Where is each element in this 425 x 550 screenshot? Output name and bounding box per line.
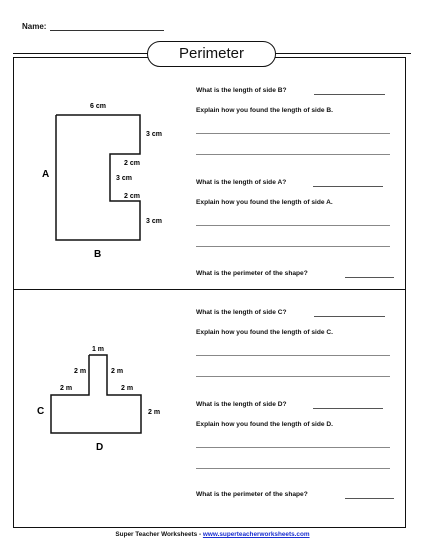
p1-write-line-4[interactable]: [196, 246, 390, 247]
p2-answer-perimeter[interactable]: [345, 498, 394, 499]
p1-write-line-1[interactable]: [196, 133, 390, 134]
label-side-c: C: [37, 406, 45, 417]
p1-answer-side-b[interactable]: [314, 94, 385, 95]
t-shape-figure: [30, 335, 180, 460]
footer: [0, 531, 425, 538]
footer-brand: Super Teacher Worksheets: [115, 531, 198, 538]
label-right-side: 2 m: [148, 409, 161, 416]
label-shoulder-left: 2 m: [60, 385, 73, 392]
label-right-lower: 3 cm: [146, 218, 162, 225]
p2-explain-side-c: Explain how you found the length of side C.: [196, 329, 334, 336]
p1-q-side-b: What is the length of side B?: [196, 87, 287, 94]
p2-q-perimeter: What is the perimeter of the shape?: [196, 491, 308, 498]
label-right-upper: 3 cm: [146, 131, 162, 138]
label-stem-left: 2 m: [74, 368, 87, 375]
p1-explain-side-b: Explain how you found the length of side B.: [196, 107, 334, 114]
label-stem-top: 1 m: [91, 346, 105, 353]
footer-link[interactable]: www.superteacherworksheets.com: [202, 531, 310, 538]
p2-answer-side-c[interactable]: [314, 316, 385, 317]
p1-explain-side-a: Explain how you found the length of side A.: [196, 199, 333, 206]
label-top-6cm: 6 cm: [90, 103, 106, 110]
label-side-a: A: [42, 169, 50, 180]
name-label: Name:: [22, 22, 47, 31]
p2-write-line-3[interactable]: [196, 447, 390, 448]
footer-separator: -: [197, 531, 203, 538]
p1-q-perimeter: What is the perimeter of the shape?: [196, 270, 308, 277]
p2-write-line-4[interactable]: [196, 468, 390, 469]
label-notch-bottom: 2 cm: [124, 193, 140, 200]
label-shoulder-right: 2 m: [121, 385, 134, 392]
p1-answer-side-a[interactable]: [313, 186, 383, 187]
p2-write-line-1[interactable]: [196, 355, 390, 356]
label-notch-top: 2 cm: [124, 160, 140, 167]
p1-answer-perimeter[interactable]: [345, 277, 394, 278]
p1-write-line-2[interactable]: [196, 154, 390, 155]
p1-write-line-3[interactable]: [196, 225, 390, 226]
p2-q-side-d: What is the length of side D?: [196, 401, 287, 408]
p2-write-line-2[interactable]: [196, 376, 390, 377]
page-title: Perimeter: [147, 41, 276, 67]
name-field[interactable]: [50, 30, 164, 31]
p2-answer-side-d[interactable]: [313, 408, 383, 409]
label-side-b: B: [94, 249, 102, 260]
p2-explain-side-d: Explain how you found the length of side D.: [196, 421, 334, 428]
p2-q-side-c: What is the length of side C?: [196, 309, 287, 316]
label-stem-right: 2 m: [111, 368, 124, 375]
section-divider: [13, 289, 406, 290]
p1-q-side-a: What is the length of side A?: [196, 179, 287, 186]
label-notch-depth: 3 cm: [116, 175, 132, 182]
c-shape-figure: [30, 95, 180, 265]
t-shape-outline: [51, 355, 141, 433]
label-side-d: D: [96, 442, 104, 453]
